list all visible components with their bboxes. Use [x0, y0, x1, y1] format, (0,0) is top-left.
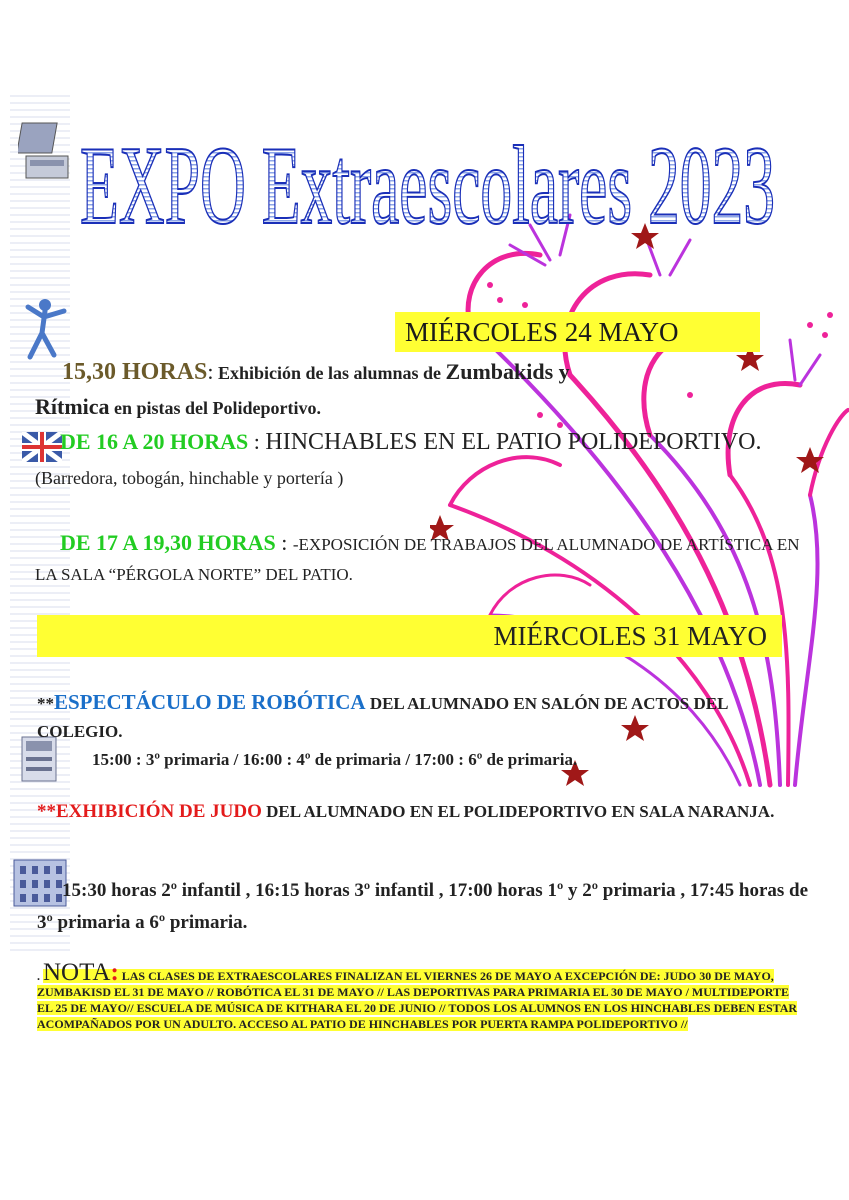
judo-title: **EXHIBICIÓN DE JUDO	[37, 801, 262, 822]
judo-text: DEL ALUMNADO EN EL POLIDEPORTIVO EN SALA NARANJA.	[261, 802, 775, 821]
activity-zumba	[35, 355, 795, 425]
robot-title: ESPECTÁCULO DE ROBÓTICA	[54, 690, 366, 714]
act1-zumba: Zumbakids	[445, 359, 554, 384]
robot-stars: **	[37, 694, 54, 713]
laptop-icon	[18, 118, 73, 193]
activity-hinchables	[35, 425, 815, 495]
activity-artistica	[35, 528, 815, 590]
nota-text: LAS CLASES DE EXTRAESCOLARES FINALIZAN EL VIERNES 26 DE MAYO A EXCEPCIÓN DE: JUDO 30 DE MAYO, ZUMBAKISD EL 31 DE MAYO // ROBÓTICA EL 31 DE MAYO // LAS DEPORTIVAS PARA PRIMARIA EL 30 DE MAYO / MULTIDEPORTE EL 25 DE MAYO// ESCUELA DE MÚSICA DE KITHARA EL 20 DE JUNIO // TODOS LOS ALUMNOS EN LOS HINCHABLES DEBEN ESTAR ACOMPAÑADOS POR UN ADULTO. ACCESO AL PATIO DE HINCHABLES POR PUERTA RAMPA POLIDEPORTIVO //	[37, 969, 798, 1031]
activity-judo	[37, 798, 817, 826]
nota-colon: :	[110, 959, 119, 986]
activity-robotica	[37, 688, 817, 774]
act2-time: DE 16 A 20 HORAS	[60, 429, 249, 454]
robot-times: 15:00 : 3º primaria / 16:00 : 4º de primaria / 17:00 : 6º de primaria.	[92, 750, 578, 769]
act1-text: Exhibición de las alumnas de	[213, 363, 446, 383]
act1-ritmica: Rítmica	[35, 394, 110, 419]
act3-colon: :	[275, 530, 293, 555]
act1-colon: :	[207, 359, 214, 384]
decorative-strip	[10, 95, 70, 955]
act1-and: y	[553, 359, 570, 384]
judo-times-text: 15:30 horas 2º infantil , 16:15 horas 3º infantil , 17:00 horas 1º y 2º primaria , 17:45 horas de 3º primaria a 6º primaria.	[37, 880, 809, 933]
nota-dot: .	[37, 969, 43, 983]
act3-text: -EXPOSICIÓN DE TRABAJOS DEL ALUMNADO DE ARTÍSTICA EN LA SALA “PÉRGOLA NORTE” DEL PATIO.	[35, 535, 800, 584]
robot-text: DEL ALUMNADO EN SALÓN DE ACTOS DEL COLEGIO.	[37, 694, 728, 741]
act1-location: en pistas del Polideportivo.	[109, 398, 322, 418]
act1-time: 15,30 HORAS	[62, 359, 208, 385]
day2-heading: MIÉRCOLES 31 MAYO	[37, 615, 782, 657]
title-text: EXPO Extraescolares 2023	[80, 124, 775, 248]
judo-times	[37, 875, 817, 939]
day1-heading: MIÉRCOLES 24 MAYO	[395, 312, 760, 352]
act3-time: DE 17 A 19,30 HORAS	[60, 530, 276, 555]
act2-note: (Barredora, tobogán, hinchable y portería )	[35, 468, 344, 488]
act2-colon: :	[248, 429, 266, 454]
nota-label: NOTA	[43, 959, 111, 986]
nota-box	[37, 959, 802, 1032]
page-title	[80, 88, 780, 248]
act2-text: HINCHABLES EN EL PATIO POLIDEPORTIVO.	[265, 429, 762, 455]
